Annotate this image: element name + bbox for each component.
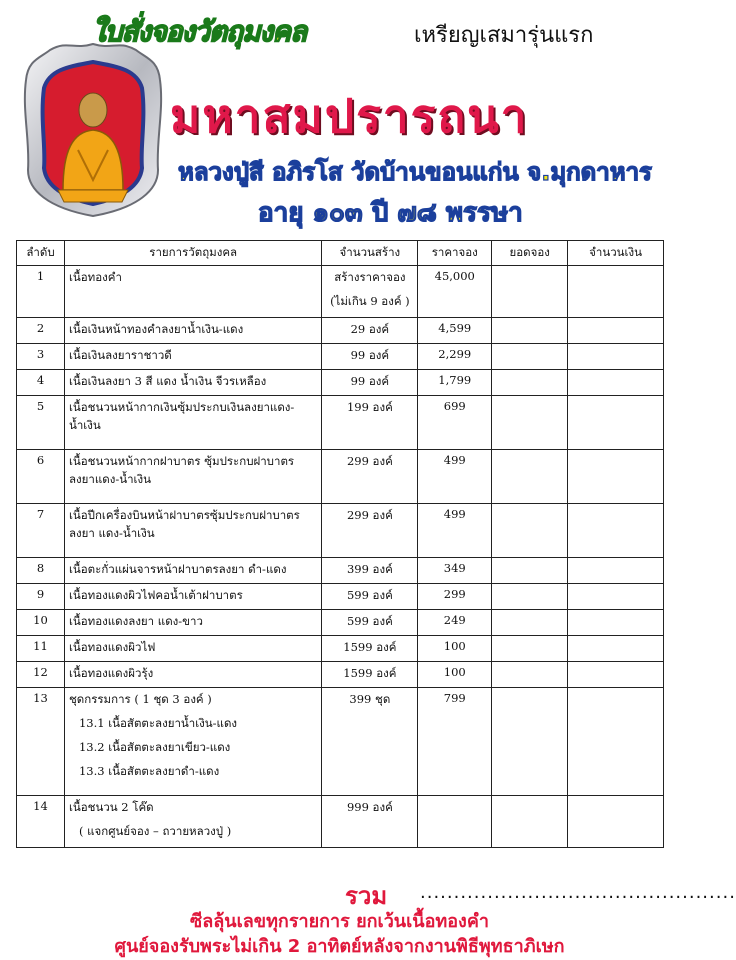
item-name: ชุดกรรมการ ( 1 ชุด 3 องค์ ) <box>68 692 212 706</box>
cell-price: 100 <box>418 662 492 688</box>
title-coin-edition: เหรียญเสมารุ่นแรก <box>414 23 594 48</box>
cell-item <box>64 584 321 610</box>
cell-no: 5 <box>17 396 65 450</box>
cell-item <box>64 344 321 370</box>
cell-ordered <box>492 584 568 610</box>
cell-price: 799 <box>418 688 492 796</box>
cell-no: 9 <box>17 584 65 610</box>
table-row <box>17 662 664 688</box>
table-row <box>17 688 664 796</box>
item-subline: 13.3 เนื้อสัตตะลงยาดำ-แดง <box>78 764 220 778</box>
cell-qty <box>322 636 418 662</box>
cell-qty <box>322 662 418 688</box>
cell-no: 8 <box>17 558 65 584</box>
qty-value: สร้างราคาจอง <box>334 270 406 284</box>
table-row <box>17 396 664 450</box>
cell-no: 11 <box>17 636 65 662</box>
cell-no: 13 <box>17 688 65 796</box>
cell-ordered <box>492 396 568 450</box>
cell-no: 6 <box>17 450 65 504</box>
cell-qty <box>322 610 418 636</box>
item-subline: 13.1 เนื้อสัตตะลงยาน้ำเงิน-แดง <box>78 716 238 730</box>
qty-value: 599 องค์ <box>346 614 393 628</box>
cell-price <box>418 796 492 848</box>
cell-no: 1 <box>17 266 65 318</box>
qty-value: 199 องค์ <box>346 400 393 414</box>
cell-amount <box>568 662 664 688</box>
cell-price: 349 <box>418 558 492 584</box>
cell-ordered <box>492 662 568 688</box>
cell-price: 45,000 <box>418 266 492 318</box>
cell-no: 14 <box>17 796 65 848</box>
cell-ordered <box>492 796 568 848</box>
cell-ordered <box>492 558 568 584</box>
cell-amount <box>568 796 664 848</box>
page-title: มหาสมปรารถนา <box>170 89 529 143</box>
header-qty: จำนวนสร้าง <box>322 241 418 266</box>
cell-no: 10 <box>17 610 65 636</box>
qty-value: 1599 องค์ <box>343 640 397 654</box>
cell-amount <box>568 344 664 370</box>
cell-amount <box>568 610 664 636</box>
title-script: ใบสั่งจองวัตถุมงคล <box>92 15 306 48</box>
cell-price: 499 <box>418 504 492 558</box>
cell-no: 3 <box>17 344 65 370</box>
cell-qty <box>322 584 418 610</box>
header-ordered: ยอดจอง <box>492 241 568 266</box>
item-name: เนื้อชนวนหน้ากากเงินซุ้มประกบเงินลงยาแดง-น้ำเงิน <box>68 400 295 432</box>
table-row <box>17 370 664 396</box>
cell-no: 4 <box>17 370 65 396</box>
item-name: เนื้อปีกเครื่องบินหน้าฝาบาตรซุ้มประกบฝาบาตรลงยา แดง-น้ำเงิน <box>68 508 300 540</box>
total-label: รวม <box>345 882 388 910</box>
cell-item <box>64 558 321 584</box>
qty-value: 99 องค์ <box>350 374 390 388</box>
table-row <box>17 450 664 504</box>
note-pickup: ศูนย์จองรับพระไม่เกิน 2 อาทิตย์หลังจากงานพิธีพุทธาภิเษก <box>114 936 565 957</box>
cell-ordered <box>492 266 568 318</box>
cell-amount <box>568 318 664 344</box>
item-name: เนื้อเงินลงยาราชาวดี <box>68 348 172 362</box>
item-name: เนื้อเงินลงยา 3 สี แดง น้ำเงิน จีวรเหลือง <box>68 374 267 388</box>
table-row <box>17 344 664 370</box>
table-row <box>17 610 664 636</box>
cell-ordered <box>492 688 568 796</box>
cell-ordered <box>492 504 568 558</box>
cell-amount <box>568 636 664 662</box>
qty-value: 999 องค์ <box>346 800 393 814</box>
table-row <box>17 504 664 558</box>
header-price: ราคาจอง <box>418 241 492 266</box>
item-name: เนื้อทองแดงผิวไฟ <box>68 640 156 654</box>
cell-ordered <box>492 610 568 636</box>
cell-item <box>64 318 321 344</box>
cell-item <box>64 688 321 796</box>
item-name: เนื้อตะกั่วแผ่นจารหน้าฝาบาตรลงยา ดำ-แดง <box>68 562 287 576</box>
cell-item <box>64 504 321 558</box>
cell-price: 1,799 <box>418 370 492 396</box>
total-blank: ............................................... <box>420 882 736 903</box>
item-name: เนื้อเงินหน้าทองคำลงยาน้ำเงิน-แดง <box>68 322 244 336</box>
qty-note: (ไม่เกิน 9 องค์ ) <box>330 294 410 308</box>
cell-qty <box>322 266 418 318</box>
monk-and-temple: หลวงปู่สี อภิรโส วัดบ้านขอนแก่น จ.มุกดาหาร <box>178 158 652 186</box>
cell-item <box>64 662 321 688</box>
item-subline: ( แจกศูนย์จอง – ถวายหลวงปู่ ) <box>78 824 232 838</box>
table-row <box>17 558 664 584</box>
cell-no: 12 <box>17 662 65 688</box>
qty-value: 399 ชุด <box>349 692 391 706</box>
cell-qty <box>322 688 418 796</box>
cell-item <box>64 796 321 848</box>
cell-item <box>64 370 321 396</box>
header-item: รายการวัตถุมงคล <box>64 241 321 266</box>
table-row <box>17 796 664 848</box>
cell-amount <box>568 558 664 584</box>
cell-price: 2,299 <box>418 344 492 370</box>
age-line: อายุ ๑๐๓ ปี ๗๘ พรรษา <box>258 198 523 228</box>
cell-item <box>64 636 321 662</box>
cell-price: 4,599 <box>418 318 492 344</box>
qty-value: 299 องค์ <box>346 508 393 522</box>
cell-ordered <box>492 450 568 504</box>
cell-qty <box>322 558 418 584</box>
cell-price: 100 <box>418 636 492 662</box>
cell-qty <box>322 796 418 848</box>
cell-price: 299 <box>418 584 492 610</box>
cell-amount <box>568 266 664 318</box>
table-row <box>17 636 664 662</box>
qty-value: 599 องค์ <box>346 588 393 602</box>
item-name: เนื้อทองแดงผิวรุ้ง <box>68 666 154 680</box>
header-no: ลำดับ <box>17 241 65 266</box>
item-name: เนื้อทองคำ <box>68 270 122 284</box>
order-table <box>16 240 664 848</box>
item-name: เนื้อทองแดงลงยา แดง-ขาว <box>68 614 203 628</box>
cell-qty <box>322 370 418 396</box>
cell-ordered <box>492 370 568 396</box>
qty-value: 299 องค์ <box>346 454 393 468</box>
cell-price: 499 <box>418 450 492 504</box>
item-name: เนื้อชนวนหน้ากากฝาบาตร ซุ้มประกบฝาบาตรลงยาแดง-น้ำเงิน <box>68 454 295 486</box>
table-row <box>17 318 664 344</box>
note-seal: ซีลลุ้นเลขทุกรายการ ยกเว้นเนื้อทองคำ <box>190 911 489 932</box>
item-name: เนื้อชนวน 2 โค๊ด <box>68 800 154 814</box>
table-header-row <box>17 241 664 266</box>
cell-amount <box>568 504 664 558</box>
cell-qty <box>322 396 418 450</box>
cell-qty <box>322 318 418 344</box>
cell-amount <box>568 450 664 504</box>
cell-qty <box>322 344 418 370</box>
qty-value: 1599 องค์ <box>343 666 397 680</box>
cell-price: 699 <box>418 396 492 450</box>
cell-item <box>64 396 321 450</box>
cell-no: 7 <box>17 504 65 558</box>
cell-ordered <box>492 318 568 344</box>
cell-ordered <box>492 636 568 662</box>
cell-amount <box>568 396 664 450</box>
qty-value: 399 องค์ <box>346 562 393 576</box>
cell-ordered <box>492 344 568 370</box>
cell-amount <box>568 370 664 396</box>
cell-amount <box>568 688 664 796</box>
cell-amount <box>568 584 664 610</box>
cell-item <box>64 266 321 318</box>
table-row <box>17 584 664 610</box>
qty-value: 29 องค์ <box>350 322 390 336</box>
item-name: เนื้อทองแดงผิวไฟคอน้ำเต้าฝาบาตร <box>68 588 243 602</box>
cell-item <box>64 610 321 636</box>
qty-value: 99 องค์ <box>350 348 390 362</box>
table-row <box>17 266 664 318</box>
cell-item <box>64 450 321 504</box>
cell-qty <box>322 504 418 558</box>
header-amount: จำนวนเงิน <box>568 241 664 266</box>
item-subline: 13.2 เนื้อสัตตะลงยาเขียว-แดง <box>78 740 231 754</box>
cell-price: 249 <box>418 610 492 636</box>
monk-medal-icon <box>18 40 168 218</box>
cell-no: 2 <box>17 318 65 344</box>
cell-qty <box>322 450 418 504</box>
